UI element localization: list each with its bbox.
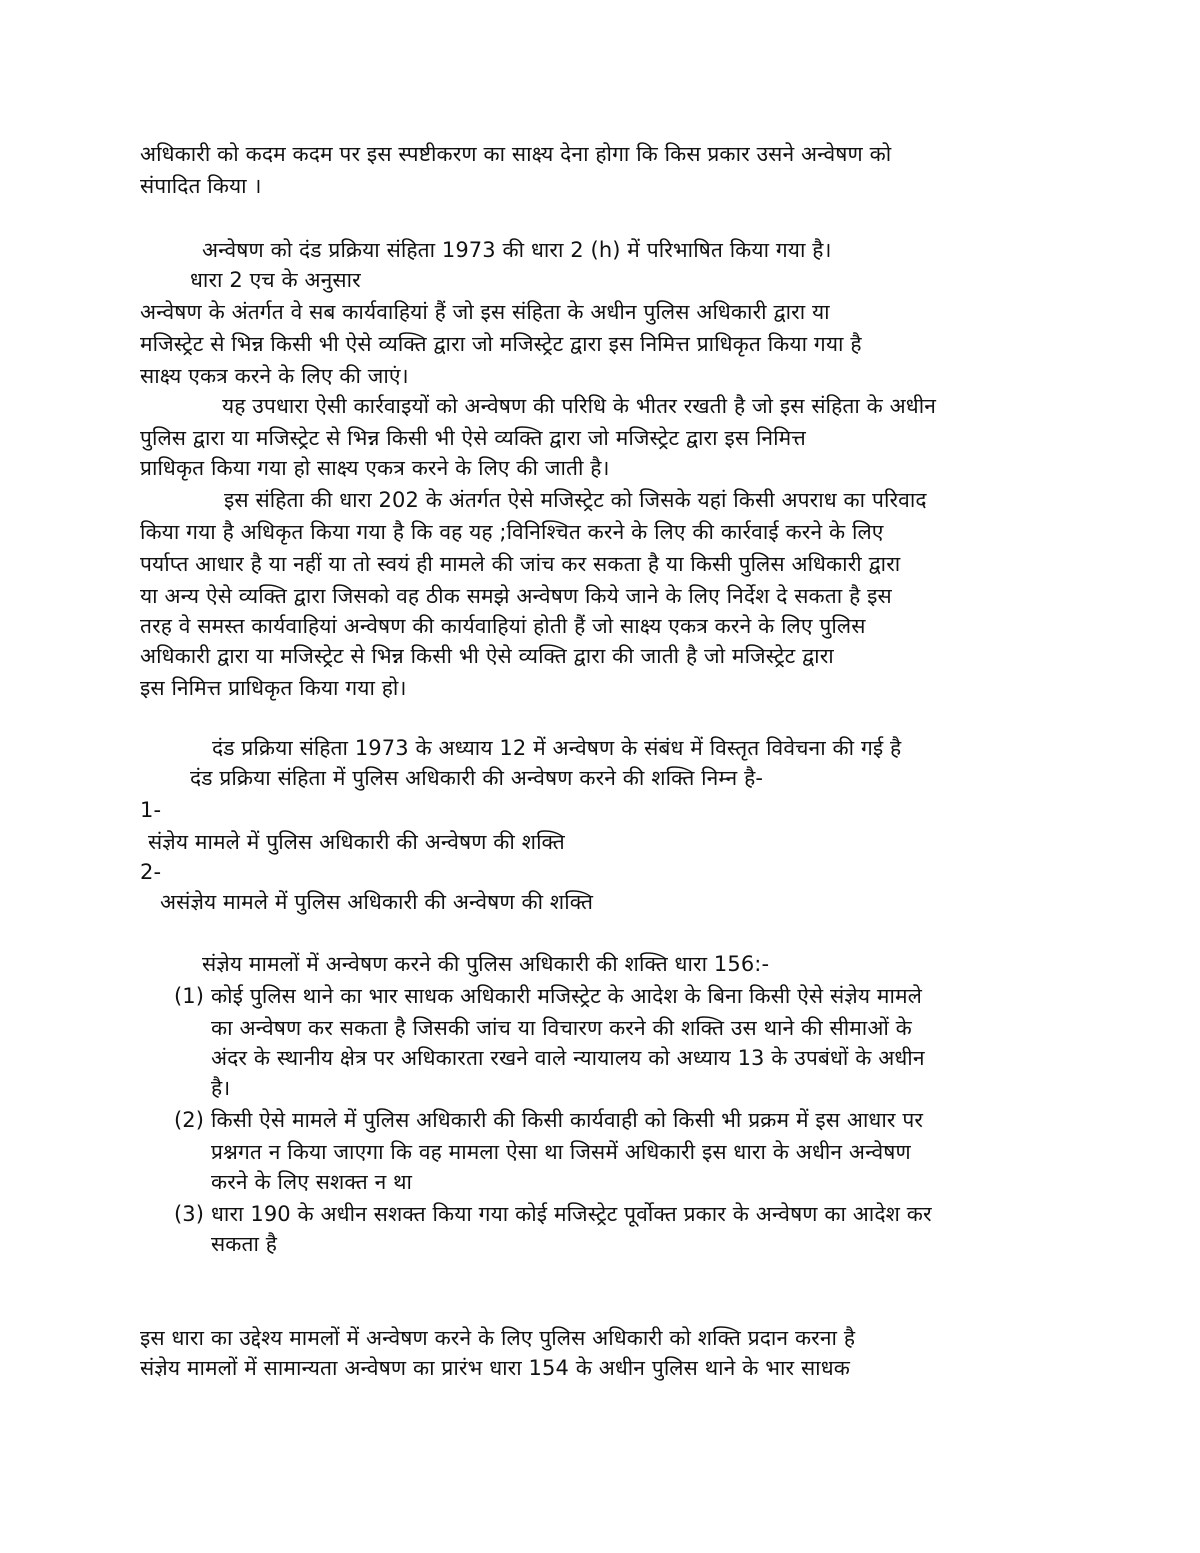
subsection-line: यह उपधारा ऐसी कार्रवाइयों को अन्वेषण की परिधि के भीतर रखती है जो इस संहिता के अधीन [222,394,936,418]
power-number: 1- [140,798,162,822]
clause-line: सकता है [211,1232,278,1256]
section-reference: धारा 2 एच के अनुसार [190,268,361,292]
section156-heading: संज्ञेय मामलों में अन्वेषण करने की पुलिस अधिकारी की शक्ति धारा 156:- [202,952,770,976]
section202-line: पर्याप्त आधार है या नहीं या तो स्वयं ही मामले की जांच कर सकता है या किसी पुलिस अधिकारी द्वारा [140,552,901,576]
clause-line: का अन्वेषण कर सकता है जिसकी जांच या विचारण करने की शक्ति उस थाने की सीमाओं के [211,1016,912,1040]
section202-line: किया गया है अधिकृत किया गया है कि वह यह ;विनिश्चित करने के लिए की कार्रवाई करने के लिए [140,520,884,544]
power-text: संज्ञेय मामले में पुलिस अधिकारी की अन्वेषण की शक्ति [148,830,565,854]
clause-line: धारा 190 के अधीन सशक्त किया गया कोई मजिस्ट्रेट पूर्वोक्त प्रकार के अन्वेषण का आदेश कर [211,1202,932,1226]
definition-heading: अन्वेषण को दंड प्रक्रिया संहिता 1973 की धारा 2 (h) में परिभाषित किया गया है। [202,238,832,262]
clause-line: कोई पुलिस थाने का भार साधक अधिकारी मजिस्ट्रेट के आदेश के बिना किसी ऐसे संज्ञेय मामले [211,984,922,1008]
subsection-line: पुलिस द्वारा या मजिस्ट्रेट से भिन्न किसी भी ऐसे व्यक्ति द्वारा जो मजिस्ट्रेट द्वारा इस निमित्त [140,426,806,450]
section202-line: अधिकारी द्वारा या मजिस्ट्रेट से भिन्न किसी भी ऐसे व्यक्ति द्वारा की जाती है जो मजिस्ट्रेट द्वारा [140,644,834,668]
power-number: 2- [140,860,162,884]
definition-line: साक्ष्य एकत्र करने के लिए की जाएं। [140,364,409,388]
section202-line: तरह वे समस्त कार्यवाहियां अन्वेषण की कार्यवाहियां होती हैं जो साक्ष्य एकत्र करने के लिए पुलिस [140,614,866,638]
powers-intro: दंड प्रक्रिया संहिता में पुलिस अधिकारी की अन्वेषण करने की शक्ति निम्न है- [190,766,763,790]
clause-line: प्रश्नगत न किया जाएगा कि वह मामला ऐसा था जिसमें अधिकारी इस धारा के अधीन अन्वेषण [211,1140,911,1164]
section202-line: या अन्य ऐसे व्यक्ति द्वारा जिसको वह ठीक समझे अन्वेषण किये जाने के लिए निर्देश दे सकता है इस [140,584,892,608]
clause-number: (1) [174,984,205,1008]
clause-line: करने के लिए सशक्त न था [211,1170,413,1194]
intro-line: अधिकारी को कदम कदम पर इस स्पष्टीकरण का साक्ष्य देना होगा कि किस प्रकार उसने अन्वेषण को [140,142,892,166]
section202-line: इस संहिता की धारा 202 के अंतर्गत ऐसे मजिस्ट्रेट को जिसके यहां किसी अपराध का परिवाद [224,488,927,512]
definition-line: मजिस्ट्रेट से भिन्न किसी भी ऐसे व्यक्ति द्वारा जो मजिस्ट्रेट द्वारा इस निमित्त प्राधिकृत किया गया है [140,332,862,356]
clause-line: किसी ऐसे मामले में पुलिस अधिकारी की किसी कार्यवाही को किसी भी प्रक्रम में इस आधार पर [211,1108,924,1132]
section202-line: इस निमित्त प्राधिकृत किया गया हो। [140,676,407,700]
closing-line: इस धारा का उद्देश्य मामलों में अन्वेषण करने के लिए पुलिस अधिकारी को शक्ति प्रदान करना है [140,1326,856,1350]
power-text: असंज्ञेय मामले में पुलिस अधिकारी की अन्वेषण की शक्ति [160,890,594,914]
intro-line: संपादित किया । [140,174,262,198]
clause-line: है। [211,1076,231,1100]
closing-line: संज्ञेय मामलों में सामान्यता अन्वेषण का प्रारंभ धारा 154 के अधीन पुलिस थाने के भार साधक [140,1356,850,1380]
clause-line: अंदर के स्थानीय क्षेत्र पर अधिकारता रखने वाले न्यायालय को अध्याय 13 के उपबंधों के अधीन [211,1046,925,1070]
definition-line: अन्वेषण के अंतर्गत वे सब कार्यवाहियां हैं जो इस संहिता के अधीन पुलिस अधिकारी द्वारा या [140,300,830,324]
subsection-line: प्राधिकृत किया गया हो साक्ष्य एकत्र करने के लिए की जाती है। [140,456,610,480]
clause-number: (2) [174,1108,205,1132]
clause-number: (3) [174,1202,205,1226]
chapter12-line: दंड प्रक्रिया संहिता 1973 के अध्याय 12 में अन्वेषण के संबंध में विस्तृत विवेचना की गई है [212,736,902,760]
